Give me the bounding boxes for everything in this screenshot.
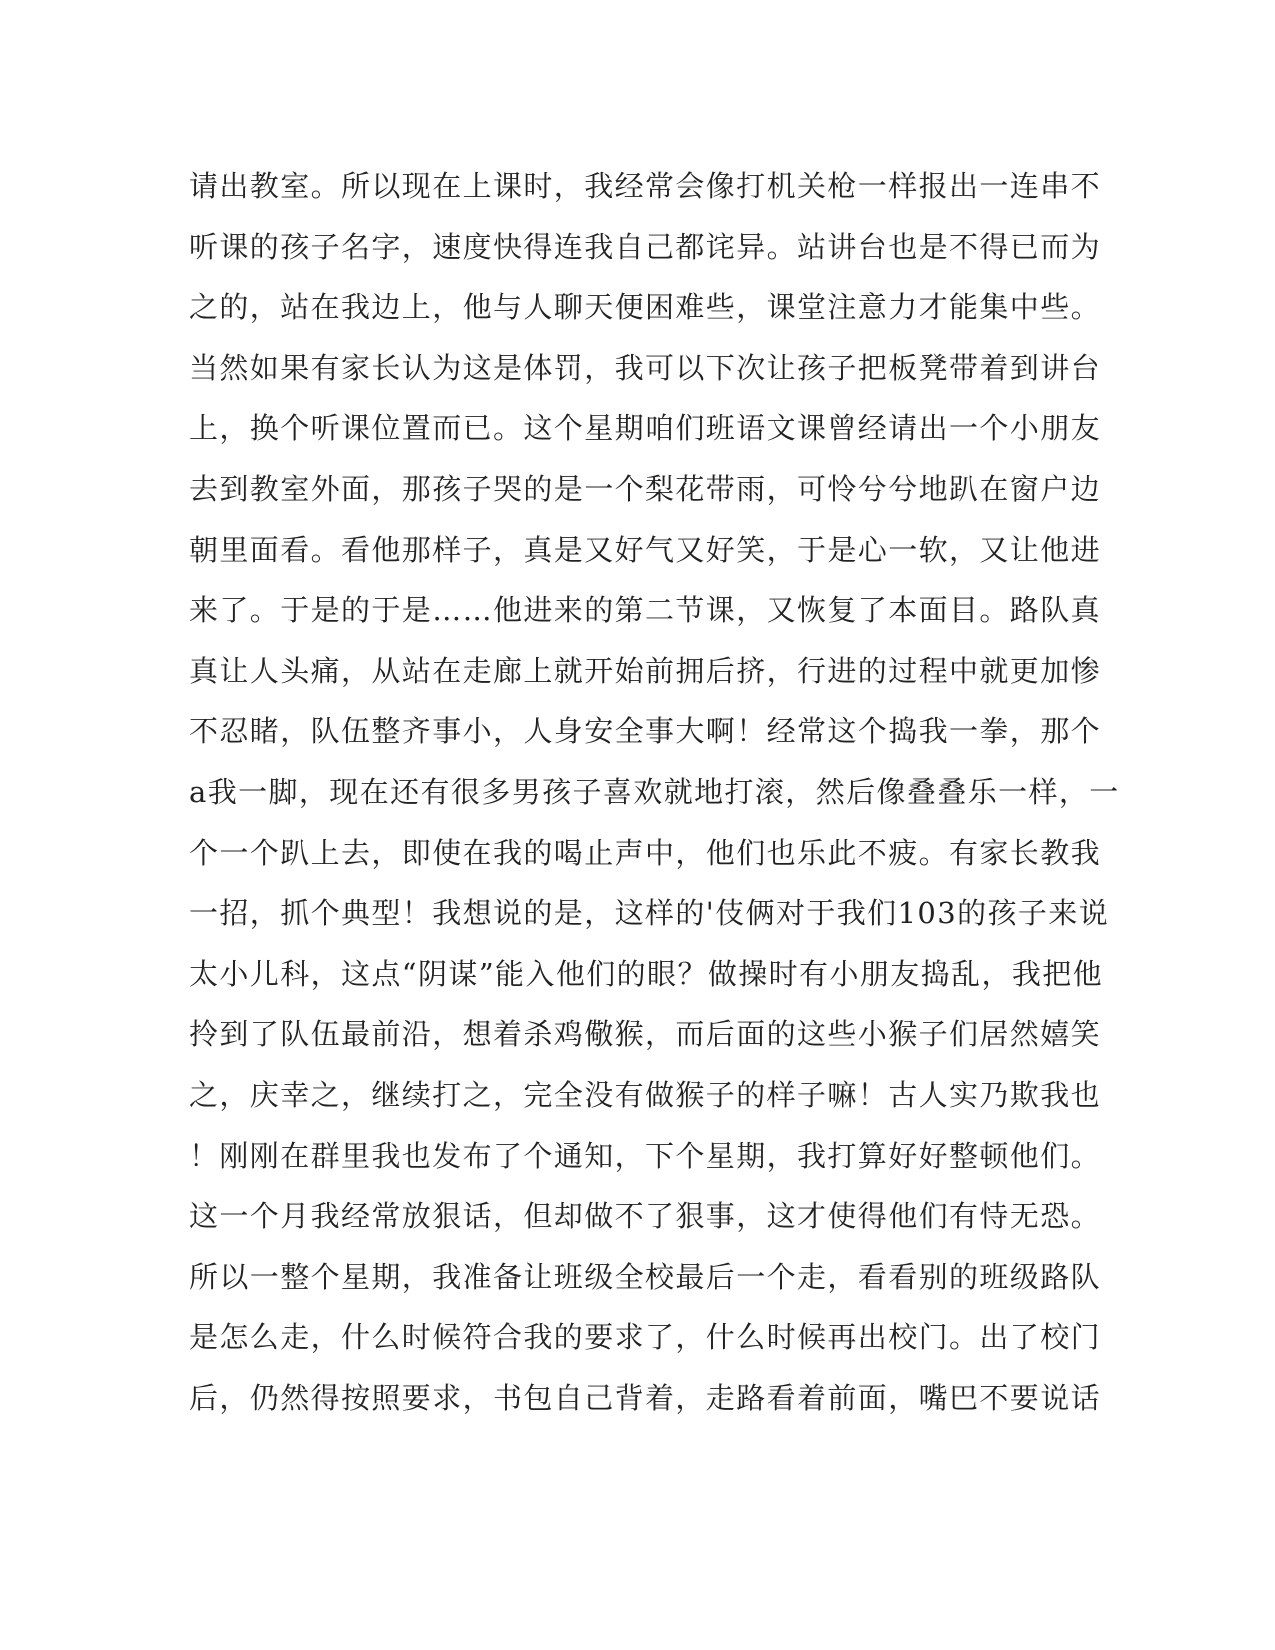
text-line: 这一个月我经常放狠话，但却做不了狠事，这才使得他们有恃无恐。 <box>189 1199 1102 1234</box>
text-line: 拎到了队伍最前沿，想着杀鸡儆猴，而后面的这些小猴子们居然嬉笑 <box>189 1017 1102 1052</box>
text-line: 当然如果有家长认为这是体罚，我可以下次让孩子把板凳带着到讲台 <box>189 350 1102 385</box>
text-line: 是怎么走，什么时候符合我的要求了，什么时候再出校门。出了校门 <box>189 1320 1102 1355</box>
text-line: 真让人头痛，从站在走廊上就开始前拥后挤，行进的过程中就更加惨 <box>189 653 1102 688</box>
body-text <box>189 166 1120 1438</box>
text-line: 听课的孩子名字，速度快得连我自己都诧异。站讲台也是不得已而为 <box>189 229 1102 264</box>
text-line: a我一脚，现在还有很多男孩子喜欢就地打滚，然后像叠叠乐一样，一 <box>189 774 1120 809</box>
text-line: 朝里面看。看他那样子，真是又好气又好笑，于是心一软，又让他进 <box>189 532 1102 567</box>
text-line: 个一个趴上去，即使在我的喝止声中，他们也乐此不疲。有家长教我 <box>189 835 1102 870</box>
text-line: 所以一整个星期，我准备让班级全校最后一个走，看看别的班级路队 <box>189 1259 1102 1294</box>
text-line: 太小儿科，这点“阴谋”能入他们的眼？做操时有小朋友捣乱，我把他 <box>189 956 1104 991</box>
text-line: 来了。于是的于是……他进来的第二节课，又恢复了本面目。路队真 <box>189 593 1102 628</box>
text-line: 后，仍然得按照要求，书包自己背着，走路看着前面，嘴巴不要说话 <box>189 1380 1102 1415</box>
text-line: 不忍睹，队伍整齐事小，人身安全事大啊！经常这个捣我一拳，那个 <box>189 714 1102 749</box>
text-line: 之的，站在我边上，他与人聊天便困难些，课堂注意力才能集中些。 <box>189 290 1102 325</box>
text-line: 之，庆幸之，继续打之，完全没有做猴子的样子嘛！古人实乃欺我也 <box>189 1077 1102 1112</box>
text-line: 请出教室。所以现在上课时，我经常会像打机关枪一样报出一连串不 <box>189 169 1102 203</box>
text-line: ！刚刚在群里我也发布了个通知，下个星期，我打算好好整顿他们。 <box>189 1138 1102 1173</box>
text-line: 一招，抓个典型！我想说的是，这样的'伎俩对于我们103的孩子来说 <box>189 896 1110 931</box>
text-line: 上，换个听课位置而已。这个星期咱们班语文课曾经请出一个小朋友 <box>189 411 1102 446</box>
text-line: 去到教室外面，那孩子哭的是一个梨花带雨，可怜兮兮地趴在窗户边 <box>189 471 1102 506</box>
